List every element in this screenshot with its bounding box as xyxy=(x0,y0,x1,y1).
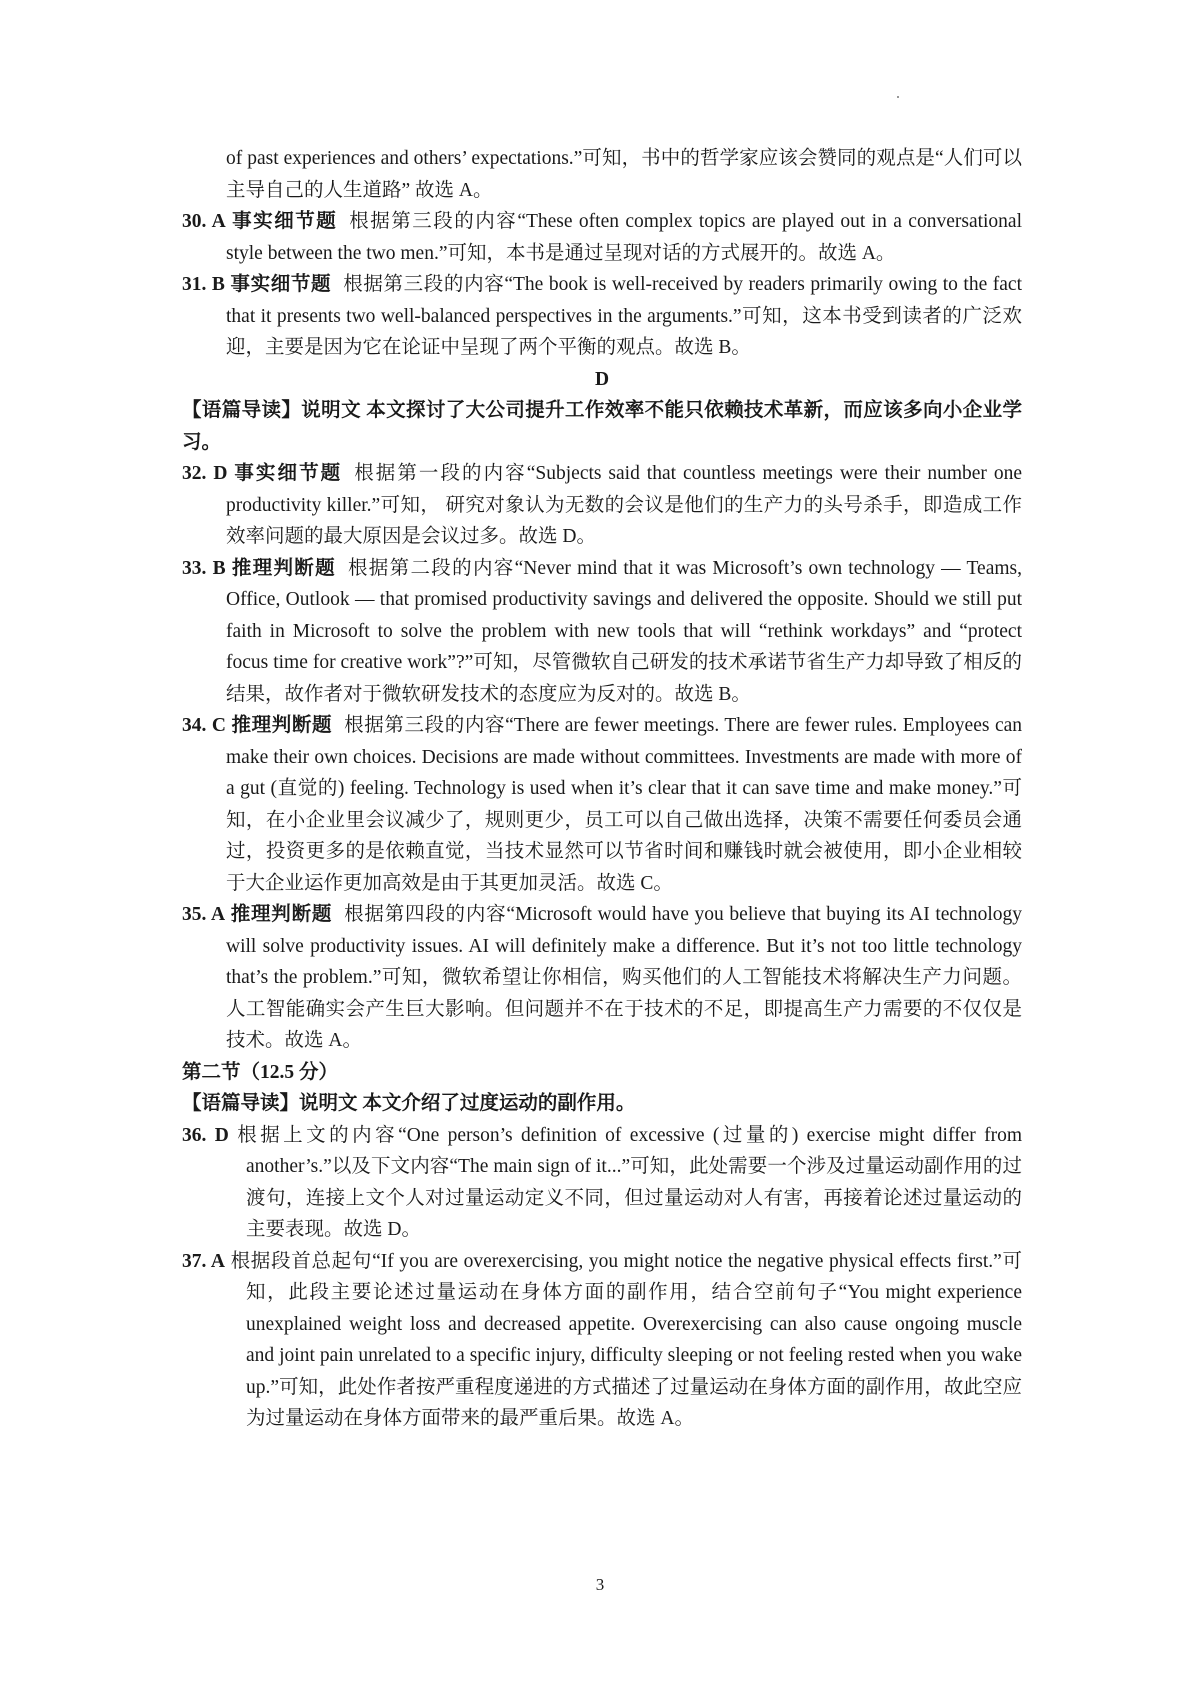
explanation-text: 根据第二段的内容“Never mind that it was Microsoft’s own technology — Teams, Office, Outlook — that promised productivity savings and delivered the opposite. Should we still put faith in Microsoft to solve the problem with new tools that will “rethink workdays” and “protect focus time for creative work”?”可知，尽管微软自己研发的技术承诺节省生产力却导致了相反的结果，故作者对于微软研发技术的态度应为反对的。故选 B。 xyxy=(226,557,1023,705)
answer-number: 30. A xyxy=(182,211,226,232)
explanation-text: 根据上文的内容“One person’s definition of excessive (过量的) exercise might differ from another’s.”以及下文内容“The main sign of it...”可知，此处需要一个涉及过量运动副作用的过渡句，连接上文个人对过量运动定义不同，但过量运动对人有害，再接着论述过量运动的主要表现。故选 D。 xyxy=(237,1124,1022,1240)
answer-number: 32. D xyxy=(182,463,228,484)
answer-number: 36. D xyxy=(182,1124,229,1146)
answer-item-37 xyxy=(182,1246,1022,1435)
explanation-text: 根据第四段的内容“Microsoft would have you believe that buying its AI technology will solve productivity issues. AI will definitely make a difference. But it’s not too little technology that’s the problem.”可知，微软希望让你相信，购买他们的人工智能技术将解决生产力问题。人工智能确实会产生巨大影响。但问题并不在于技术的不足，即提高生产力需要的不仅仅是技术。故选 A。 xyxy=(226,904,1022,1051)
answer-explanations xyxy=(182,143,1022,1435)
explanation-text: 根据第三段的内容“These often complex topics are played out in a conversational style between the two men.”可知，本书是通过呈现对话的方式展开的。故选 A。 xyxy=(226,211,1023,264)
passage-guide: 【语篇导读】说明文 本文探讨了大公司提升工作效率不能只依赖技术革新，而应该多向小企业学习。 xyxy=(182,400,1022,453)
passage-letter: D xyxy=(594,368,610,390)
answer-item-32 xyxy=(182,458,1022,553)
question-type: 事实细节题 xyxy=(234,463,343,484)
passage-guide: 【语篇导读】说明文 本文介绍了过度运动的副作用。 xyxy=(182,1093,636,1114)
answer-number: 37. A xyxy=(182,1250,225,1272)
continuation-paragraph: of past experiences and others’ expectations.”可知，书中的哲学家应该会赞同的观点是“人们可以主导自己的人生道路” 故选 A。 xyxy=(226,148,1022,201)
page-number: 3 xyxy=(595,1575,605,1594)
explanation-text: 根据第三段的内容“The book is well-received by readers primarily owing to the fact that it presents two well-balanced perspectives in the arguments.”可知，这本书受到读者的广泛欢迎，主要是因为它在论证中呈现了两个平衡的观点。故选 B。 xyxy=(226,274,1022,358)
explanation-text: 根据第三段的内容“There are fewer meetings. There are fewer rules. Employees can make their own choices. Decisions are made without committees. Investments are made with more of a gut (直觉的) feeling. Technology is used when it’s clear that it can save time and make money.”可知，在小企业里会议减少了，规则更少，员工可以自己做出选择，决策不需要任何委员会通过，投资更多的是依赖直觉，当技术显然可以节省时间和赚钱时就会被使用，即小企业相较于大企业运作更加高效是由于其更加灵活。故选 C。 xyxy=(226,715,1022,894)
answer-item-35 xyxy=(182,899,1022,1057)
answer-item-30 xyxy=(182,206,1022,269)
answer-item-34 xyxy=(182,710,1022,899)
answer-item-31 xyxy=(182,269,1022,364)
question-type: 推理判断题 xyxy=(231,715,333,736)
answer-item-33 xyxy=(182,553,1022,711)
section-heading: 第二节（12.5 分） xyxy=(182,1061,339,1083)
explanation-text: 根据段首总起句“If you are overexercising, you might notice the negative physical effects first.”可知，此段主要论述过量运动在身体方面的副作用，结合空前句子“You might experience unexplained weight loss and decreased appetite. Overexercising can also cause ongoing muscle and joint pain unrelated to a specific injury, difficulty sleeping or not feeling rested when you wake up.”可知，此处作者按严重程度递进的方式描述了过量运动在身体方面的副作用，故此空应为过量运动在身体方面带来的最严重后果。故选 A。 xyxy=(230,1250,1022,1429)
answer-number: 34. C xyxy=(182,715,226,736)
answer-number: 35. A xyxy=(182,904,226,925)
question-type: 推理判断题 xyxy=(230,904,333,925)
question-type: 事实细节题 xyxy=(232,211,338,232)
question-type: 推理判断题 xyxy=(231,557,336,579)
answer-item-36 xyxy=(182,1120,1022,1246)
explanation-text: 根据第一段的内容“Subjects said that countless meetings were their number one productivity killer.”可知， 研究对象认为无数的会议是他们的生产力的头号杀手，即造成工作效率问题的最大原因是会议过多。故选 D。 xyxy=(226,463,1022,547)
answer-number: 33. B xyxy=(182,557,226,579)
question-type: 事实细节题 xyxy=(230,274,332,295)
scan-dot xyxy=(897,96,899,98)
answer-number: 31. B xyxy=(182,274,225,295)
